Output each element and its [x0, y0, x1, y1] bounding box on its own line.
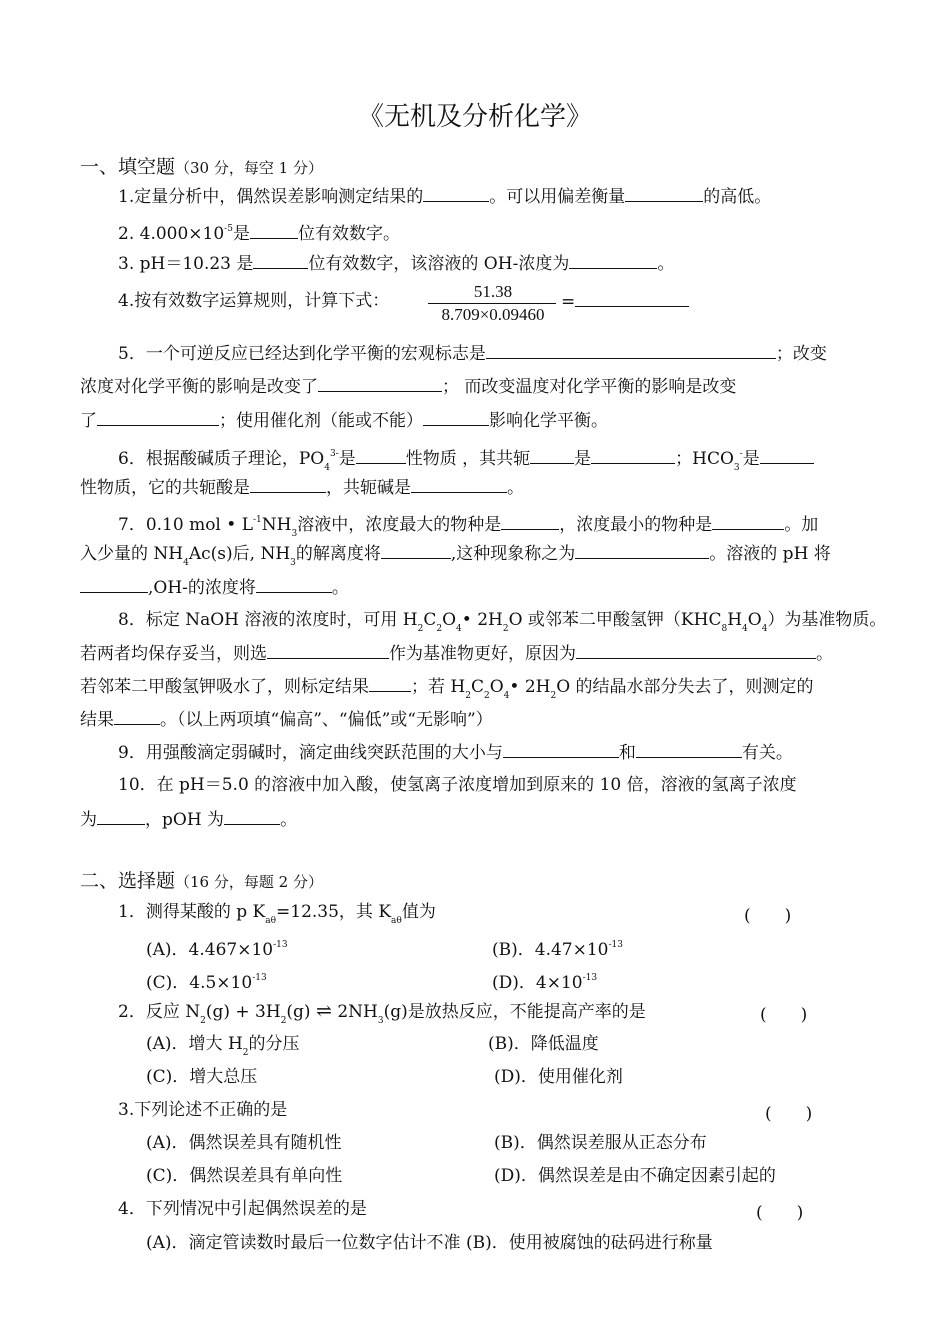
- fill-q1: 1.定量分析中，偶然误差影响测定结果的 。可以用偏差衡量 的高低。: [118, 187, 772, 207]
- numerator: 51.38: [473, 282, 513, 301]
- choice-q3-option-d: (D)．偶然误差是由不确定因素引起的: [494, 1166, 776, 1186]
- choice-q1-option-c: (C)．$4.5\times 10^{-13}$: [146, 973, 267, 993]
- equals-blank: =: [561, 290, 689, 313]
- choice-q3-option-c: (C)．偶然误差具有单向性: [146, 1166, 343, 1186]
- choice-q2-option-d: (D)．使用催化剂: [494, 1067, 623, 1087]
- choice-q2: 2．反应 $N_2(g) + 3H_2(g)$ ⇌ $2NH_3(g)$是放热反应，不能提高产率的是: [118, 1000, 646, 1026]
- answer-paren: ( ): [760, 1005, 808, 1025]
- choice-q4: 4．下列情况中引起偶然误差的是: [118, 1199, 367, 1219]
- fill-q10-line1: 10．在 pH＝5.0 的溶液中加入酸，使氢离子浓度增加到原来的 10 倍，溶液的氢离子浓度: [118, 775, 797, 795]
- fraction-bar: [428, 303, 556, 304]
- fill-q9: 9．用强酸滴定弱碱时，滴定曲线突跃范围的大小与 和 有关。: [118, 743, 793, 763]
- section1-heading: 一、填空题（30 分，每空 1 分）: [80, 156, 323, 178]
- page-title: 《无机及分析化学》: [357, 102, 592, 132]
- choice-q3-option-a: (A)．偶然误差具有随机性: [146, 1133, 342, 1153]
- answer-paren: ( ): [765, 1104, 813, 1124]
- choice-q1-option-b: (B)．$4.47\times 10^{-13}$: [492, 940, 623, 960]
- section2-heading: 二、选择题（16 分，每题 2 分）: [80, 870, 323, 892]
- fill-q4: 4.按有效数字运算规则，计算下式：: [118, 291, 390, 311]
- fill-q8-line3: 若邻苯二甲酸氢钾吸水了，则标定结果 ；若 $H_2C_2O_4•$ $2H_2O$ 的结晶水部分失去了，则测定的: [80, 677, 814, 701]
- choice-q1-option-d: (D)．$4\times 10^{-13}$: [492, 973, 598, 993]
- choice-q3-option-b: (B)．偶然误差服从正态分布: [494, 1133, 707, 1153]
- fill-q7-line1: 7．0.10 mol • $L^{-1}NH_3$溶液中，浓度最大的物种是 ，浓度最小的物种是 。加: [118, 515, 819, 539]
- fill-q8-line4: 结果 。（以上两项填“偏高”、“偏低”或“无影响”）: [80, 710, 493, 730]
- choice-q1: 1．测得某酸的 p $K_{a\theta}=12.35$，其 $K_{a\theta}$值为: [118, 902, 436, 926]
- choice-q2-option-a: (A)．增大 $H_2$的分压: [146, 1034, 300, 1058]
- choice-q3: 3.下列论述不正确的是: [118, 1100, 288, 1120]
- answer-paren: ( ): [756, 1203, 804, 1223]
- fill-q5-line2: 浓度对化学平衡的影响是改变了 ； 而改变温度对化学平衡的影响是改变: [80, 377, 737, 397]
- choice-q4-option-a: (A)．滴定管读数时最后一位数字估计不准 (B)．使用被腐蚀的砝码进行称量: [146, 1233, 713, 1253]
- fill-q8-line2: 若两者均保存妥当，则选 作为基准物更好，原因为 。: [80, 644, 833, 664]
- fill-q7-line2: 入少量的 $NH_4Ac(s)$后, $NH_3$的解离度将 ,这种现象称之为 。溶液的 pH 将: [80, 544, 831, 568]
- fill-q8-line1: 8．标定 NaOH 溶液的浓度时，可用 $H_2C_2O_4•$ $2H_2O$ 或邻苯二甲酸氢钾$(KHC_8H_4O_4)$为基准物质。: [118, 610, 887, 634]
- fill-q6-line1: 6．根据酸碱质子理论，$PO_4^{3-}$是 性物质 ，其共轭 是 ；$HCO_3^-$是: [118, 443, 814, 479]
- fill-q3: 3. pH＝10.23 是 位有效数字，该溶液的 OH-浓度为 。: [118, 254, 675, 274]
- fill-q7-line3: ,OH-的浓度将 。: [80, 576, 349, 599]
- choice-q2-option-c: (C)．增大总压: [146, 1067, 258, 1087]
- denominator: 8.709×0.09460: [441, 305, 545, 324]
- fill-q5-line3: 了 ；使用催化剂（能或不能） 影响化学平衡。: [80, 411, 608, 431]
- fill-q6-line2: 性物质，它的共轭酸是 ，共轭碱是 。: [80, 478, 524, 498]
- fill-q2: 2. $4.000\times 10^{-5}$是 位有效数字。: [118, 224, 400, 244]
- fill-q10-line2: 为 ，pOH 为 。: [80, 810, 298, 830]
- fill-q5-line1: 5．一个可逆反应已经达到化学平衡的宏观标志是 ；改变: [118, 344, 827, 364]
- choice-q1-option-a: (A)．$4.467\times 10^{-13}$: [146, 940, 288, 960]
- equilibrium-arrow-icon: ⇌: [315, 1000, 332, 1022]
- answer-paren: ( ): [744, 906, 792, 926]
- fraction: [428, 282, 558, 330]
- choice-q2-option-b: (B)．降低温度: [488, 1034, 599, 1054]
